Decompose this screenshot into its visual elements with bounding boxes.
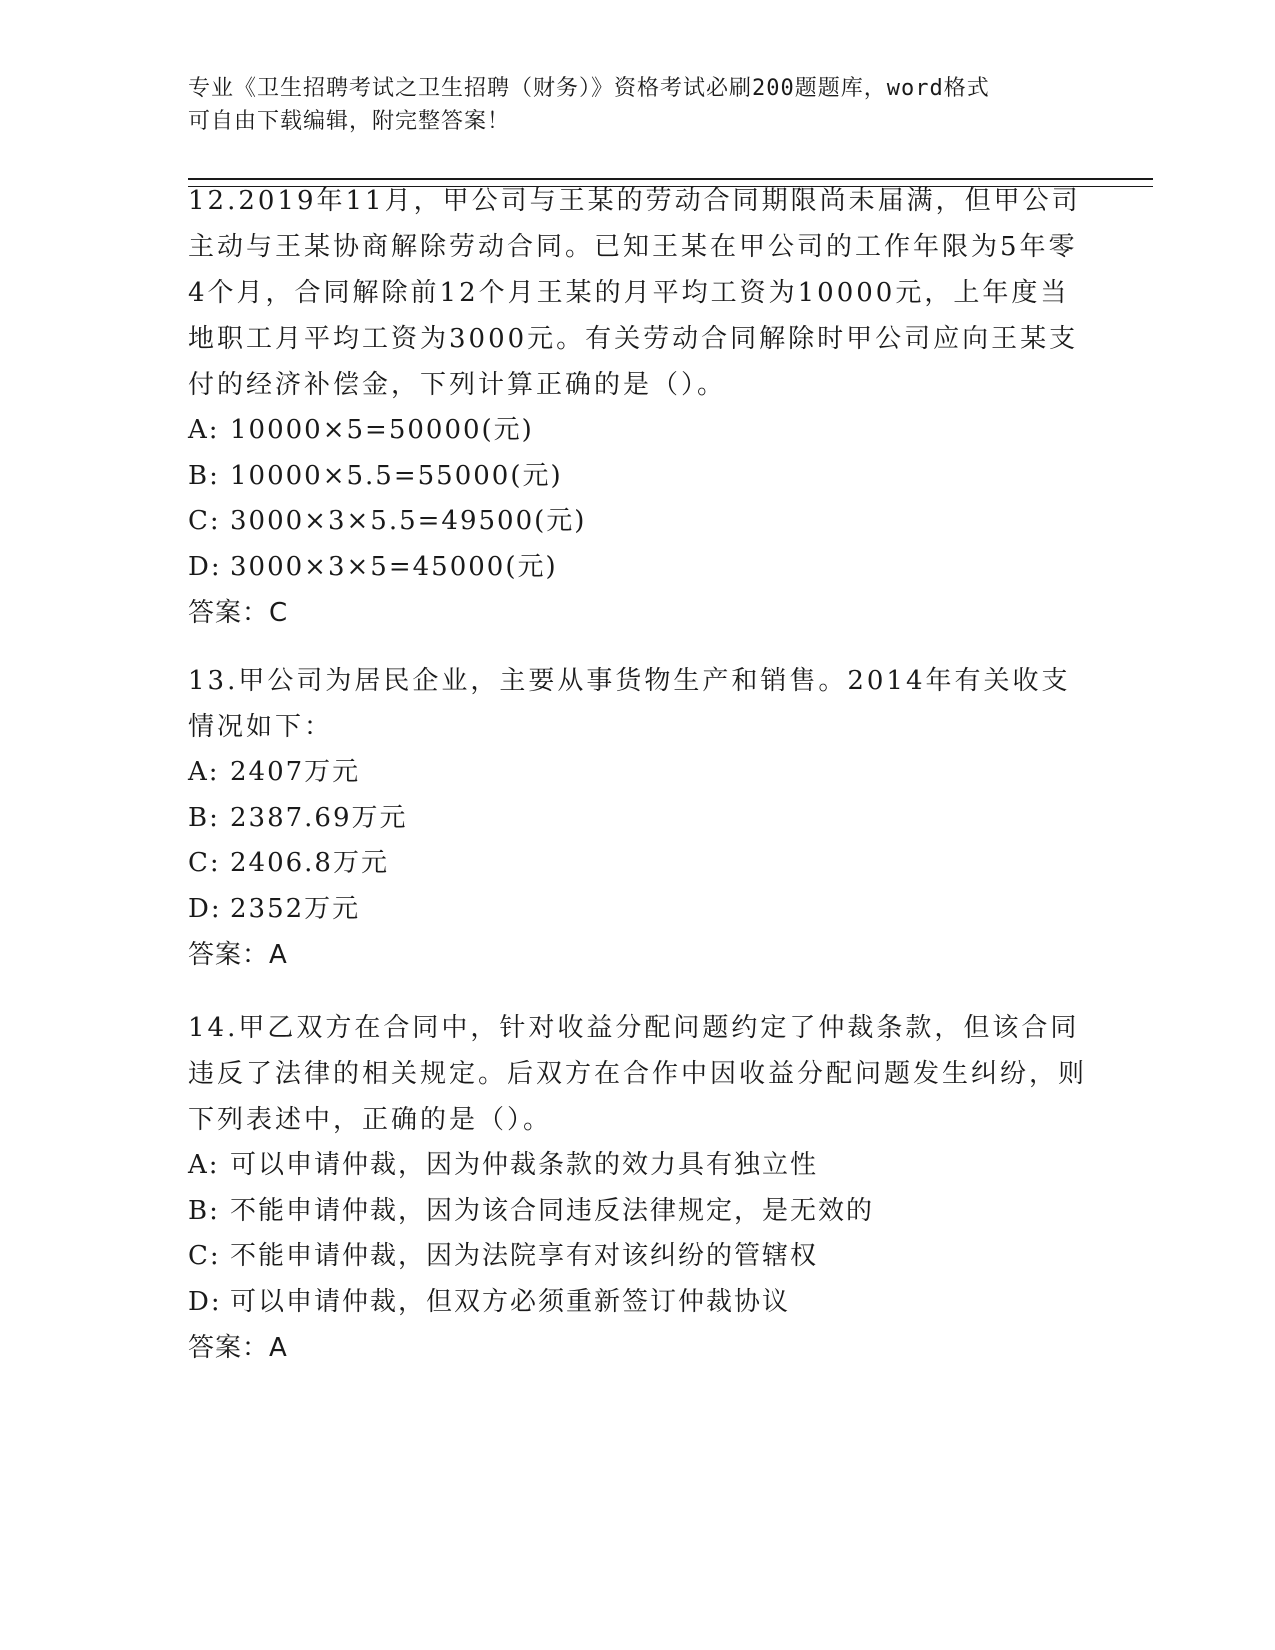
option-text: 2352万元 [230,893,361,924]
option-text: 3000×3×5=45000(元) [230,551,558,582]
option-list [188,1143,1088,1325]
option-text: 10000×5=50000(元) [230,415,534,445]
option-b [188,796,1088,842]
option-letter: C: [188,1241,221,1271]
option-a [188,750,1088,796]
option-letter: D: [188,893,222,924]
option-list [188,408,1088,590]
question-stem: 12.2019年11月，甲公司与王某的劳动合同期限尚未届满，但甲公司主动与王某协商解除劳动合同。已知王某在甲公司的工作年限为5年零4个月，合同解除前12个月王某的月平均工资为10000元，上年度当地职工月平均工资为3000元。有关劳动合同解除时甲公司应向王某支付的经济补偿金，下列计算正确的是（）。 [188,186,1081,400]
question-stem: 13.甲公司为居民企业，主要从事货物生产和销售。2014年有关收支情况如下： [188,666,1071,742]
answer-line: 答案：A [188,940,288,970]
option-list [188,750,1088,932]
answer-line: 答案：C [188,598,289,628]
option-b [188,1189,1088,1235]
question-12 [188,178,1088,636]
option-letter: D: [188,551,222,582]
option-d [188,545,1088,591]
option-d [188,1280,1088,1326]
option-c [188,1234,1088,1280]
option-letter: A: [188,415,220,445]
option-letter: C: [188,506,221,536]
option-letter: B: [188,1195,220,1226]
option-b [188,454,1088,500]
option-c [188,499,1088,545]
option-letter: A: [188,1150,220,1180]
option-letter: D: [188,1286,222,1317]
option-d [188,887,1088,933]
option-letter: B: [188,460,220,491]
header-title-line-1: 专业《卫生招聘考试之卫生招聘（财务）》资格考试必刷200题题库，word格式 [188,76,990,101]
option-text: 2406.8万元 [230,848,389,878]
option-c [188,841,1088,887]
question-stem: 14.甲乙双方在合同中，针对收益分配问题约定了仲裁条款，但该合同违反了法律的相关规定。后双方在合作中因收益分配问题发生纠纷，则下列表述中，正确的是（）。 [188,1013,1088,1135]
option-text: 2387.69万元 [230,802,408,833]
option-text: 可以申请仲裁，但双方必须重新签订仲裁协议 [230,1286,791,1317]
option-letter: A: [188,757,220,787]
option-letter: C: [188,848,221,878]
option-text: 不能申请仲裁，因为法院享有对该纠纷的管辖权 [230,1241,819,1271]
option-text: 可以申请仲裁，因为仲裁条款的效力具有独立性 [230,1150,819,1180]
option-text: 10000×5.5=55000(元) [230,460,563,491]
option-a [188,1143,1088,1189]
document-header [188,72,1088,138]
option-text: 3000×3×5.5=49500(元) [230,506,587,536]
option-text: 不能申请仲裁，因为该合同违反法律规定，是无效的 [230,1195,875,1226]
answer-line: 答案：A [188,1333,288,1363]
option-letter: B: [188,802,220,833]
option-a [188,408,1088,454]
option-text: 2407万元 [230,757,361,787]
header-title-line-2: 可自由下载编辑，附完整答案！ [188,109,511,134]
question-13 [188,658,1088,978]
question-14 [188,1005,1088,1371]
